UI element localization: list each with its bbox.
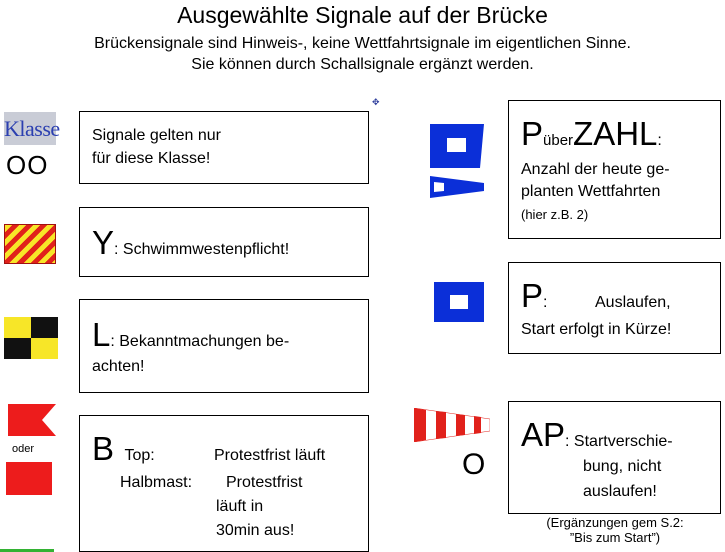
p-zahl-ueber: über (543, 132, 574, 149)
small-mark-icon: ✥ (372, 97, 380, 107)
y-signal-label (92, 224, 289, 262)
l-text-line-1: : Bekanntmachungen be- (110, 333, 290, 350)
y-text: : Schwimmwestenpflicht! (114, 241, 290, 258)
b-signal-box (79, 415, 369, 552)
b-top-line (92, 430, 155, 468)
p-colon: : (543, 294, 548, 311)
b-half-label: Halbmast: (120, 474, 193, 491)
p-zahl-colon: : (657, 132, 662, 149)
oder-label: oder (12, 443, 35, 455)
ap-sound-signal: O (462, 448, 486, 481)
y-signal-box (79, 207, 369, 277)
ap-letters: AP (521, 416, 566, 453)
ap-signal-box (508, 401, 721, 514)
l-flag-icon (4, 317, 58, 359)
klasse-flag-icon: Klasse (4, 112, 56, 145)
p-zahl-note: (hier z.B. 2) (521, 207, 589, 222)
footnote-line-1: (Ergänzungen gem S.2: (546, 515, 684, 530)
y-flag-icon (4, 224, 56, 264)
page-title: Ausgewählte Signale auf der Brücke (177, 2, 548, 28)
p-signal-box (508, 262, 721, 354)
p-flag-icon (434, 282, 484, 322)
ap-text-line-2: bung, nicht (583, 458, 662, 475)
ap-pennant-icon (414, 408, 490, 442)
b-top-text: Protestfrist läuft (214, 447, 326, 464)
p-flag-icon (430, 124, 484, 168)
l-text-line-2: achten! (92, 358, 145, 375)
b-pennant-icon (8, 404, 56, 436)
p-letter: P (521, 277, 544, 314)
klasse-sound-signal: OO (6, 150, 49, 180)
p-zahl-p: P (521, 115, 544, 152)
footnote (520, 515, 710, 545)
b-half-line-1: Protestfrist (226, 474, 303, 491)
ap-text-line-1: : Startverschie- (565, 433, 673, 450)
p-zahl-line-1: Anzahl der heute ge- (521, 161, 670, 178)
p-zahl-heading (521, 115, 662, 153)
footnote-line-2: ”Bis zum Start”) (569, 530, 661, 545)
ap-signal-line-1 (521, 416, 673, 454)
p-zahl-signal-box (508, 100, 721, 239)
l-signal-line-1 (92, 316, 289, 354)
p-zahl-line-2: planten Wettfahrten (521, 183, 661, 200)
b-flag-icon (6, 462, 52, 495)
subtitle-line-1: Brückensignale sind Hinweis-, keine Wettfahrtsignale im eigentlichen Sinne. (94, 35, 631, 52)
subtitle-line-2: Sie können durch Schallsignale ergänzt werden. (191, 56, 534, 73)
p-word: Auslaufen, (595, 294, 671, 311)
klasse-text-line-2: für diese Klasse! (92, 150, 211, 167)
l-signal-box (79, 299, 369, 393)
b-half-line-3: 30min aus! (216, 522, 295, 539)
p-signal-line-1 (521, 277, 547, 315)
ap-text-line-3: auslaufen! (583, 483, 657, 500)
zahl-pennant-icon (430, 176, 484, 198)
b-top-label: Top: (124, 447, 155, 464)
l-letter: L (92, 316, 111, 353)
p-zahl-zahl: ZAHL (573, 115, 658, 152)
b-letter: B (92, 430, 115, 467)
p-line-2: Start erfolgt in Kürze! (521, 321, 672, 338)
y-letter: Y (92, 224, 115, 261)
klasse-text-line-1: Signale gelten nur (92, 127, 221, 144)
b-half-line-2: läuft in (216, 498, 264, 515)
klasse-signal-box (79, 111, 369, 184)
